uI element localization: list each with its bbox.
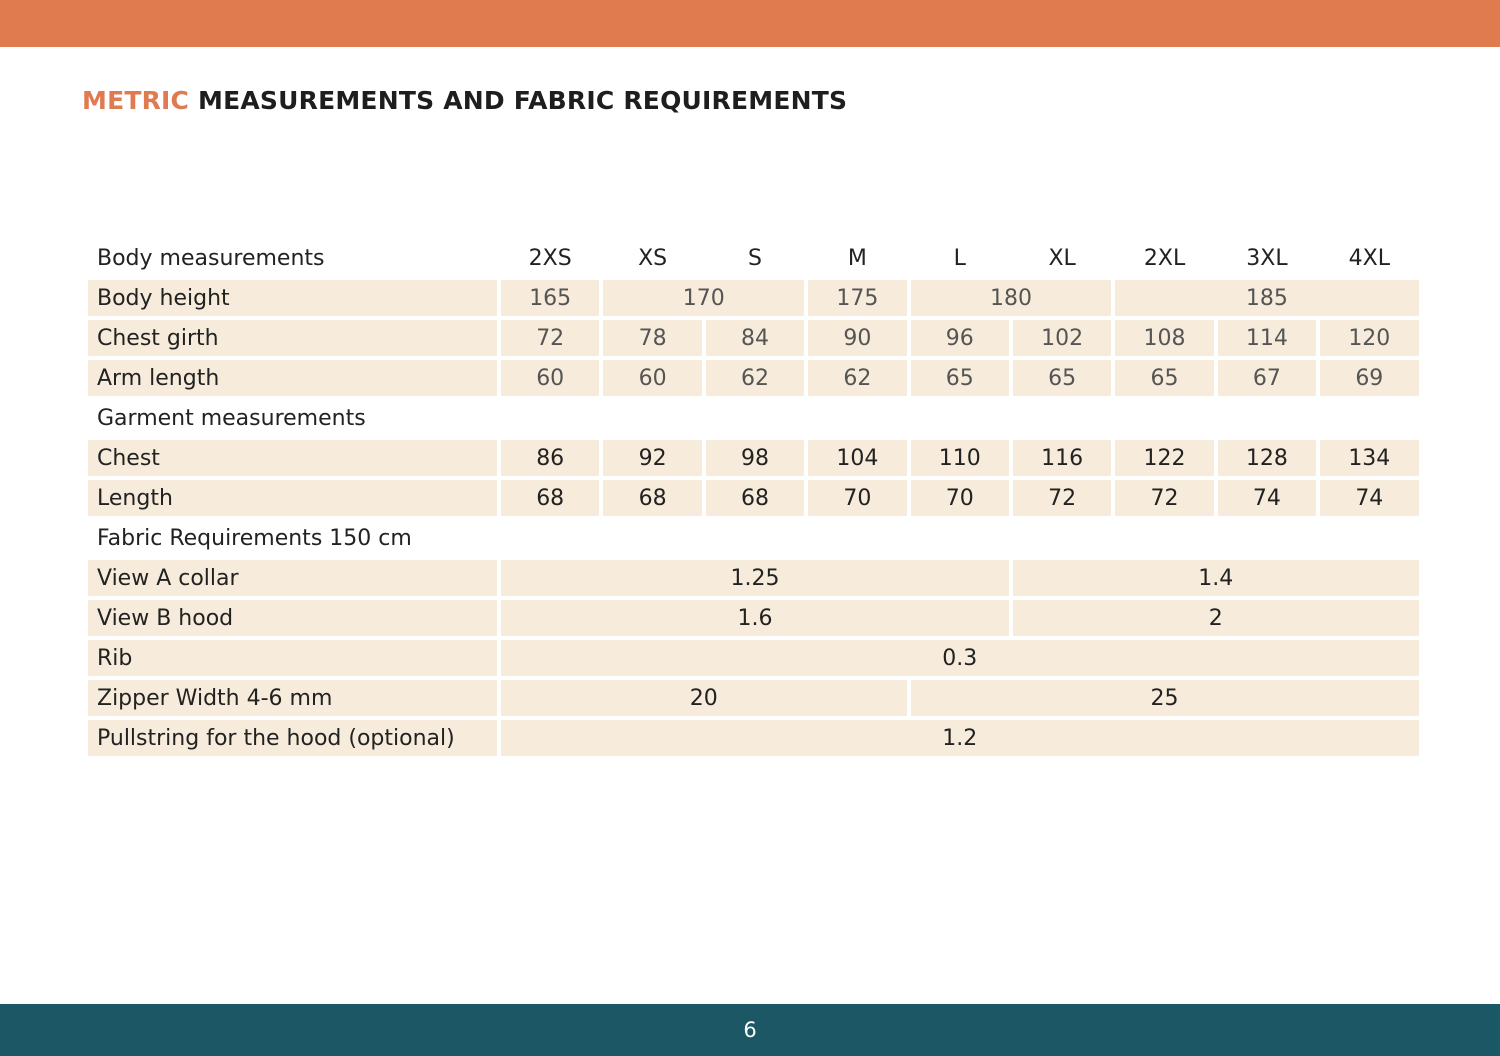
row-label: Chest girth	[88, 320, 497, 356]
table-cell: 90	[808, 320, 906, 356]
table-row-pullstring	[88, 720, 1419, 756]
size-header: 3XL	[1246, 245, 1288, 271]
table-cell: 1.25	[501, 560, 1009, 596]
table-cell: 86	[501, 440, 599, 476]
table-cell: 2	[1013, 600, 1419, 636]
table-cell: 60	[501, 360, 599, 396]
table-cell: 65	[1115, 360, 1213, 396]
table-cell: 1.4	[1013, 560, 1419, 596]
table-cell: 102	[1013, 320, 1111, 356]
table-cell: 1.6	[501, 600, 1009, 636]
table-cell: 175	[808, 280, 906, 316]
table-row-length	[88, 480, 1419, 516]
size-header: S	[747, 245, 762, 271]
row-label: View B hood	[88, 600, 497, 636]
table-row-body-height	[88, 280, 1419, 316]
table-row-chest-girth	[88, 320, 1419, 356]
table-cell: 108	[1115, 320, 1213, 356]
row-label: Zipper Width 4-6 mm	[88, 680, 497, 716]
row-label: Length	[88, 480, 497, 516]
section-heading: Garment measurements	[97, 405, 366, 431]
table-cell: 110	[911, 440, 1009, 476]
table-cell: 165	[501, 280, 599, 316]
table-cell: 70	[808, 480, 906, 516]
table-cell: 62	[706, 360, 804, 396]
table-cell: 68	[501, 480, 599, 516]
table-cell: 70	[911, 480, 1009, 516]
table-cell: 185	[1115, 280, 1418, 316]
row-label: Chest	[88, 440, 497, 476]
page-number: 6	[743, 1018, 757, 1042]
section-heading: Fabric Requirements 150 cm	[97, 525, 412, 551]
table-cell: 92	[603, 440, 701, 476]
top-color-bar	[0, 0, 1500, 47]
section-row-fabric	[88, 520, 1419, 556]
table-row-view-b-hood	[88, 600, 1419, 636]
table-cell: 67	[1218, 360, 1316, 396]
row-label: Rib	[88, 640, 497, 676]
table-cell: 128	[1218, 440, 1316, 476]
table-cell: 180	[911, 280, 1112, 316]
table-cell: 116	[1013, 440, 1111, 476]
footer-bar	[0, 1004, 1500, 1056]
measurements-table	[84, 236, 1423, 760]
table-cell: 74	[1218, 480, 1316, 516]
size-header: 2XS	[528, 245, 572, 271]
page-title	[82, 86, 847, 115]
row-label: Pullstring for the hood (optional)	[88, 720, 497, 756]
row-label: Arm length	[88, 360, 497, 396]
size-header: 2XL	[1143, 245, 1186, 271]
table-cell: 134	[1320, 440, 1418, 476]
size-header: XL	[1048, 245, 1076, 271]
table-cell: 104	[808, 440, 906, 476]
table-cell: 68	[706, 480, 804, 516]
size-header: XS	[638, 245, 668, 271]
table-cell: 68	[603, 480, 701, 516]
size-header: M	[847, 245, 867, 271]
table-cell: 84	[706, 320, 804, 356]
table-row-arm-length	[88, 360, 1419, 396]
title-accent: METRIC	[82, 86, 190, 115]
table-cell: 72	[1115, 480, 1213, 516]
table-cell: 96	[911, 320, 1009, 356]
table-cell: 65	[911, 360, 1009, 396]
header-label: Body measurements	[97, 245, 325, 271]
table-cell: 74	[1320, 480, 1418, 516]
section-row-garment	[88, 400, 1419, 436]
table-cell: 60	[603, 360, 701, 396]
table-cell: 122	[1115, 440, 1213, 476]
table-row-view-a-collar	[88, 560, 1419, 596]
table-cell: 62	[808, 360, 906, 396]
table-cell: 98	[706, 440, 804, 476]
table-row-chest	[88, 440, 1419, 476]
table-cell: 78	[603, 320, 701, 356]
table-cell: 120	[1320, 320, 1418, 356]
title-rest: MEASUREMENTS AND FABRIC REQUIREMENTS	[198, 86, 848, 115]
table-row-rib	[88, 640, 1419, 676]
table-header-row	[88, 240, 1419, 276]
table-cell: 69	[1320, 360, 1418, 396]
table-cell: 0.3	[501, 640, 1419, 676]
row-label: View A collar	[88, 560, 497, 596]
row-label: Body height	[88, 280, 497, 316]
table-cell: 1.2	[501, 720, 1419, 756]
table-cell: 114	[1218, 320, 1316, 356]
table-row-zipper	[88, 680, 1419, 716]
table-cell: 72	[1013, 480, 1111, 516]
table-cell: 72	[501, 320, 599, 356]
size-header: 4XL	[1348, 245, 1390, 271]
size-header: L	[953, 245, 966, 271]
table-cell: 25	[911, 680, 1419, 716]
table-cell: 65	[1013, 360, 1111, 396]
table-cell: 170	[603, 280, 804, 316]
table-cell: 20	[501, 680, 907, 716]
